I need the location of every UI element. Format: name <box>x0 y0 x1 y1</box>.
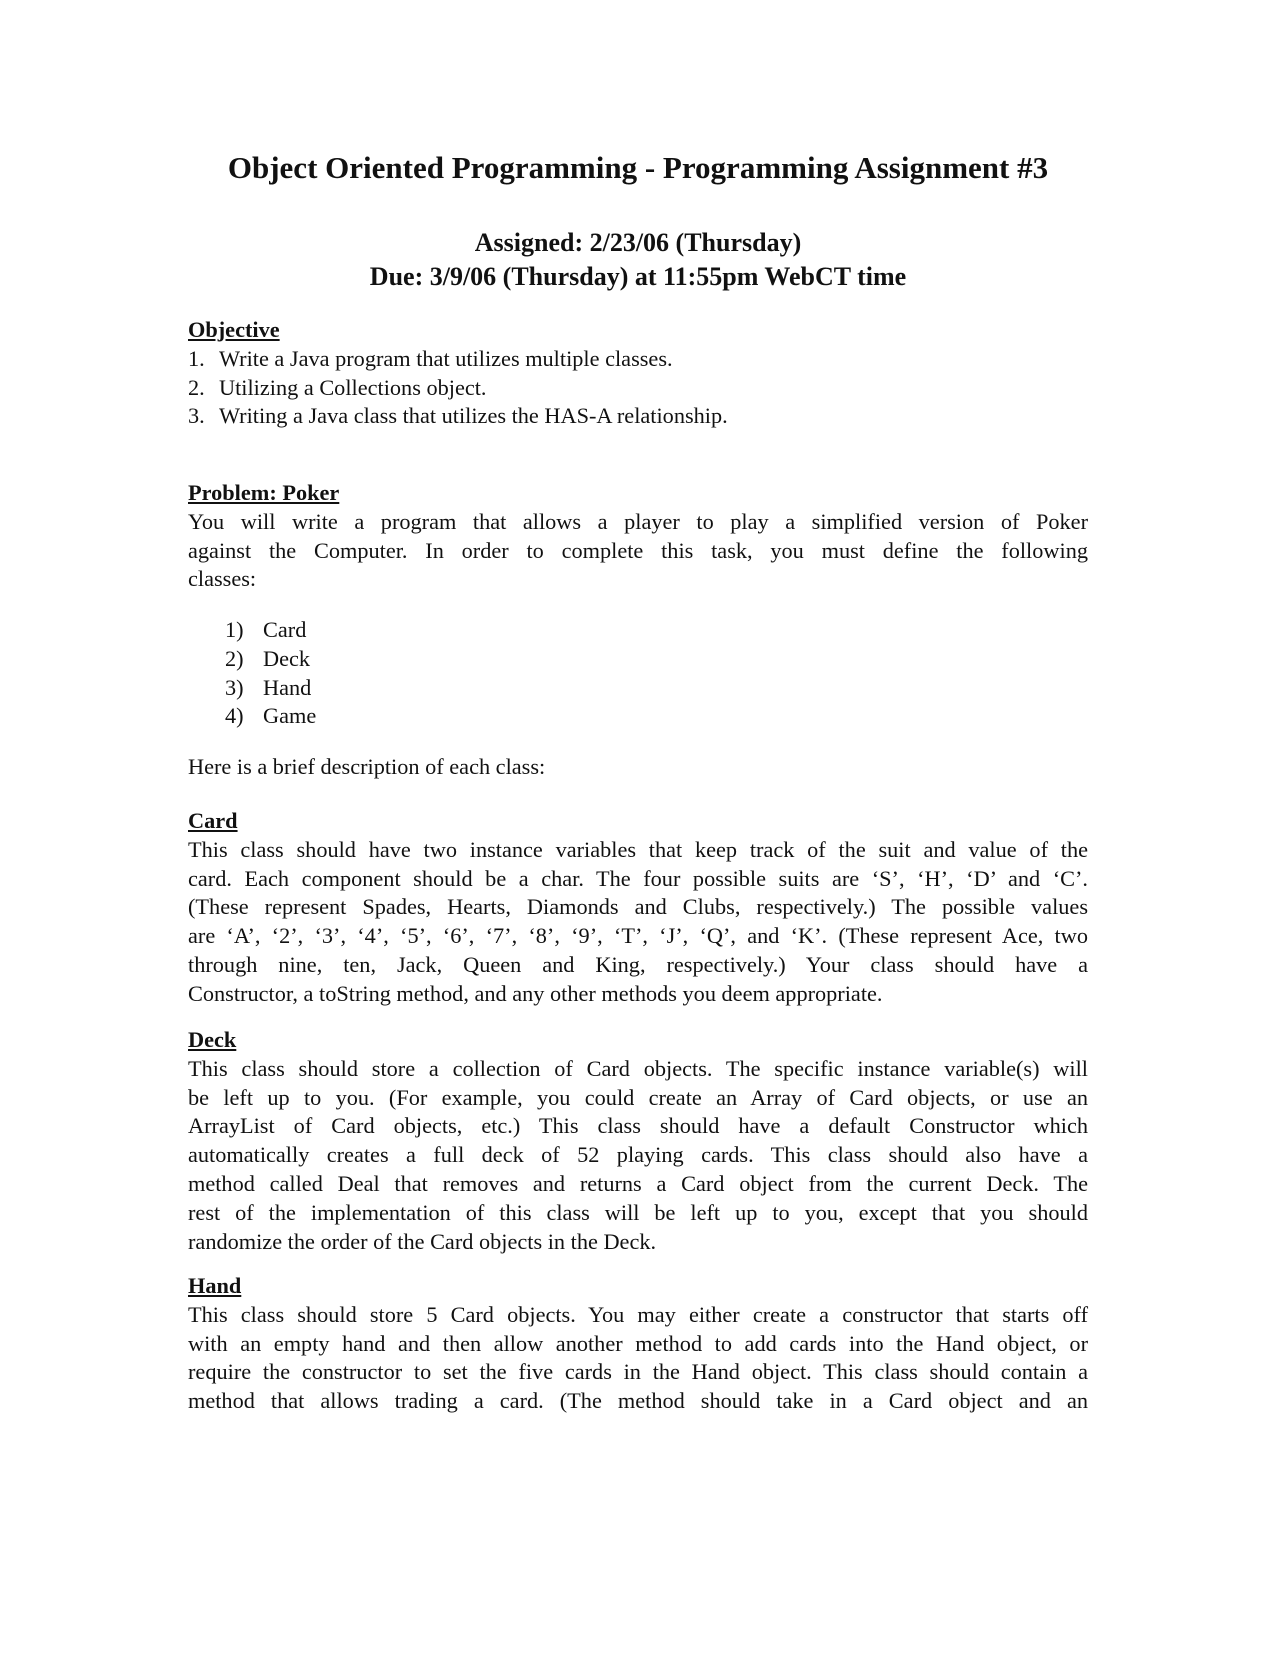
list-item <box>188 645 1088 674</box>
paragraph-line: be left up to you. (For example, you could create an Array of Card objects, or use an <box>188 1084 1088 1110</box>
problem-heading: Problem: Poker <box>188 480 340 505</box>
list-text: Card <box>263 617 307 642</box>
paragraph-line: method called Deal that removes and returns a Card object from the current Deck. The <box>188 1170 1088 1196</box>
objective-section <box>188 316 1088 431</box>
list-number: 2) <box>225 645 244 671</box>
hand-heading: Hand <box>188 1273 242 1298</box>
assigned-date: Assigned: 2/23/06 (Thursday) <box>474 228 802 257</box>
due-date: Due: 3/9/06 (Thursday) at 11:55pm WebCT time <box>369 262 907 291</box>
objective-list <box>188 345 1088 431</box>
list-text: Write a Java program that utilizes multiple classes. <box>219 345 673 371</box>
list-item <box>188 345 1088 374</box>
paragraph-line: through nine, ten, Jack, Queen and King, respectively.) Your class should have a <box>188 951 1088 977</box>
document-title: Object Oriented Programming - Programming Assignment #3 <box>227 150 1049 185</box>
list-number: 3. <box>188 403 205 429</box>
list-number: 1. <box>188 345 205 371</box>
paragraph-line: are ‘A’, ‘2’, ‘3’, ‘4’, ‘5’, ‘6’, ‘7’, ‘8’, ‘9’, ‘T’, ‘J’, ‘Q’, and ‘K’. (These represent Ace, two <box>188 923 1088 949</box>
paragraph-line: require the constructor to set the five cards in the Hand object. This class should contain a <box>188 1359 1088 1385</box>
list-text: Game <box>263 703 317 729</box>
paragraph-line: Constructor, a toString method, and any other methods you deem appropriate. <box>188 980 883 1006</box>
paragraph-line: card. Each component should be a char. The four possible suits are ‘S’, ‘H’, ‘D’ and ‘C’. <box>188 865 1088 891</box>
paragraph-line: This class should store a collection of Card objects. The specific instance variable(s) will <box>188 1055 1088 1081</box>
paragraph-line: against the Computer. In order to complete this task, you must define the following <box>188 537 1088 563</box>
list-item <box>188 674 1088 703</box>
list-item <box>188 402 1088 431</box>
list-item <box>188 702 1088 731</box>
class-list <box>188 616 1088 731</box>
card-heading: Card <box>188 808 238 833</box>
list-text: Deck <box>263 645 311 671</box>
paragraph-line: ArrayList of Card objects, etc.) This class should have a default Constructor which <box>188 1113 1088 1139</box>
deck-heading: Deck <box>188 1027 237 1052</box>
list-text: Hand <box>263 674 312 700</box>
list-number: 3) <box>225 674 244 700</box>
problem-section <box>188 479 1088 594</box>
list-item <box>188 616 1088 645</box>
paragraph-line: with an empty hand and then allow another method to add cards into the Hand object, or <box>188 1330 1088 1356</box>
class-intro: Here is a brief description of each class: <box>188 754 546 779</box>
paragraph-line: You will write a program that allows a player to play a simplified version of Poker <box>188 508 1088 534</box>
paragraph-line: This class should have two instance variables that keep track of the suit and value of the <box>188 836 1088 862</box>
list-number: 1) <box>225 617 244 642</box>
paragraph-line: classes: <box>188 566 257 592</box>
paragraph-line: rest of the implementation of this class will be left up to you, except that you should <box>188 1199 1088 1225</box>
paragraph-line: automatically creates a full deck of 52 playing cards. This class should also have a <box>188 1142 1088 1168</box>
list-text: Writing a Java class that utilizes the HAS-A relationship. <box>219 403 728 429</box>
hand-section <box>188 1272 1088 1416</box>
objective-heading: Objective <box>188 317 280 342</box>
list-number: 2. <box>188 374 205 400</box>
list-item <box>188 374 1088 403</box>
paragraph-line: method that allows trading a card. (The method should take in a Card object and an <box>188 1388 1088 1414</box>
paragraph-line: This class should store 5 Card objects. You may either create a constructor that starts off <box>188 1301 1088 1327</box>
paragraph-line: (These represent Spades, Hearts, Diamonds and Clubs, respectively.) The possible values <box>188 894 1088 920</box>
deck-section <box>188 1026 1088 1256</box>
paragraph-line: randomize the order of the Card objects in the Deck. <box>188 1228 657 1254</box>
list-text: Utilizing a Collections object. <box>219 374 487 400</box>
card-section <box>188 807 1088 1009</box>
list-number: 4) <box>225 703 244 729</box>
date-block <box>188 226 1088 294</box>
